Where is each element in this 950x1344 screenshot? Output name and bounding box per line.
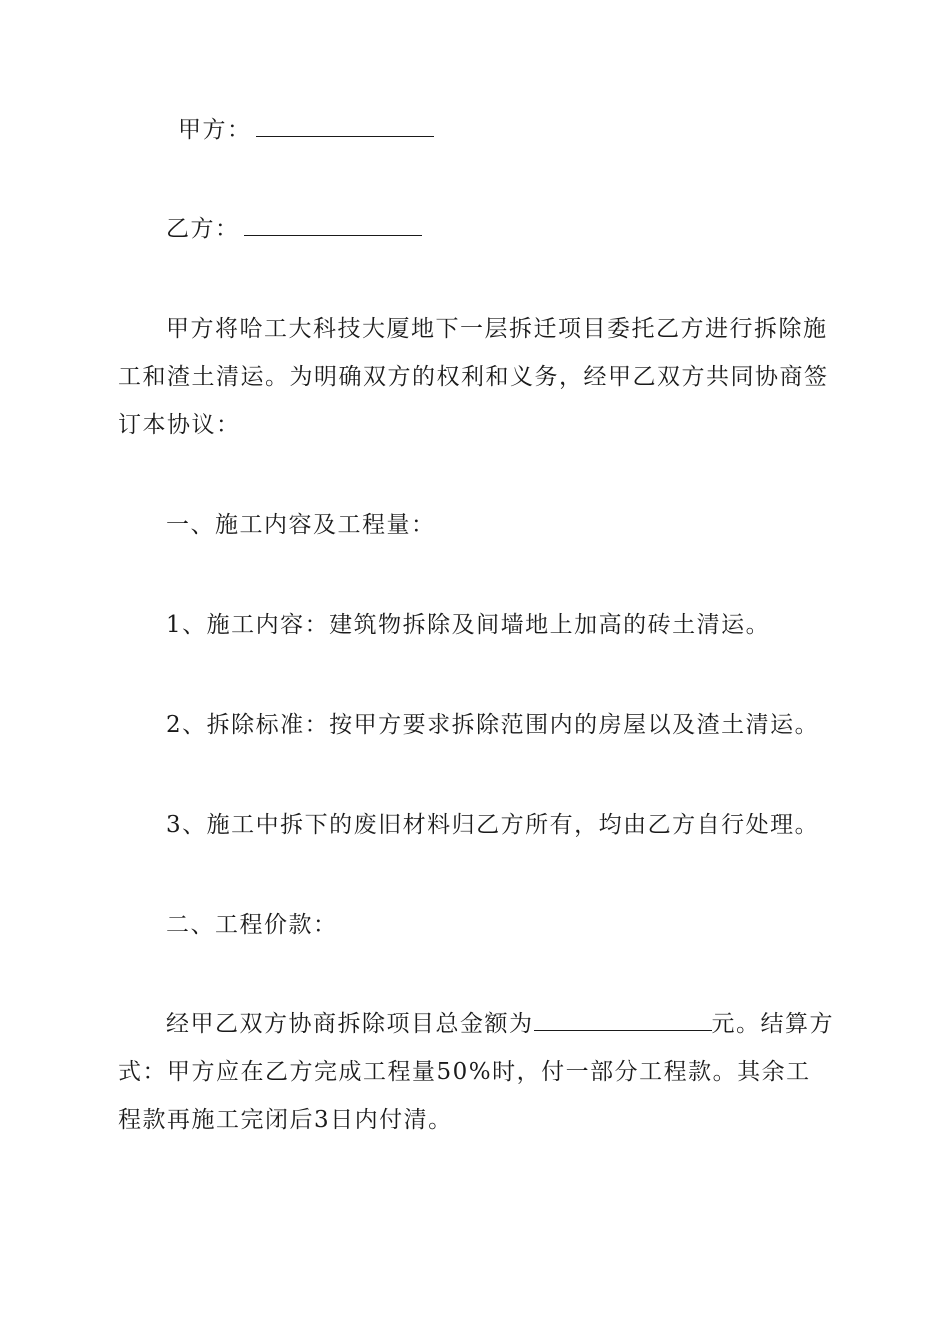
- section-1-item-2: 2、拆除标准：按甲方要求拆除范围内的房屋以及渣土清运。: [166, 712, 820, 738]
- price-text-before: 经甲乙双方协商拆除项目总金额为: [166, 1011, 534, 1037]
- party-a-line: [178, 114, 434, 145]
- section-2-heading: 二、工程价款：: [166, 912, 338, 938]
- amount-blank: [534, 1008, 712, 1031]
- intro-text: 甲方将哈工大科技大厦地下一层拆迁项目委托乙方进行拆除施工和渣土清运。为明确双方的权利和义务，经甲乙双方共同协商签订本协议：: [118, 316, 829, 438]
- party-b-label: 乙方：: [166, 216, 240, 242]
- price-text-after: 元。结算方式：甲方应在乙方完成工程量50%时，付一部分工程款。其余工程款再施工完闭后3日内付清。: [118, 1011, 834, 1133]
- party-b-line: [166, 213, 422, 244]
- price-paragraph: [118, 1000, 834, 1144]
- section-1-heading: 一、施工内容及工程量：: [166, 512, 436, 538]
- intro-paragraph: [118, 305, 834, 449]
- party-a-blank: [256, 114, 434, 137]
- section-1-item-1: 1、施工内容：建筑物拆除及间墙地上加高的砖土清运。: [166, 612, 771, 638]
- party-b-blank: [244, 213, 422, 236]
- section-1-item-3: 3、施工中拆下的废旧材料归乙方所有，均由乙方自行处理。: [166, 812, 820, 838]
- party-a-label: 甲方：: [178, 117, 252, 143]
